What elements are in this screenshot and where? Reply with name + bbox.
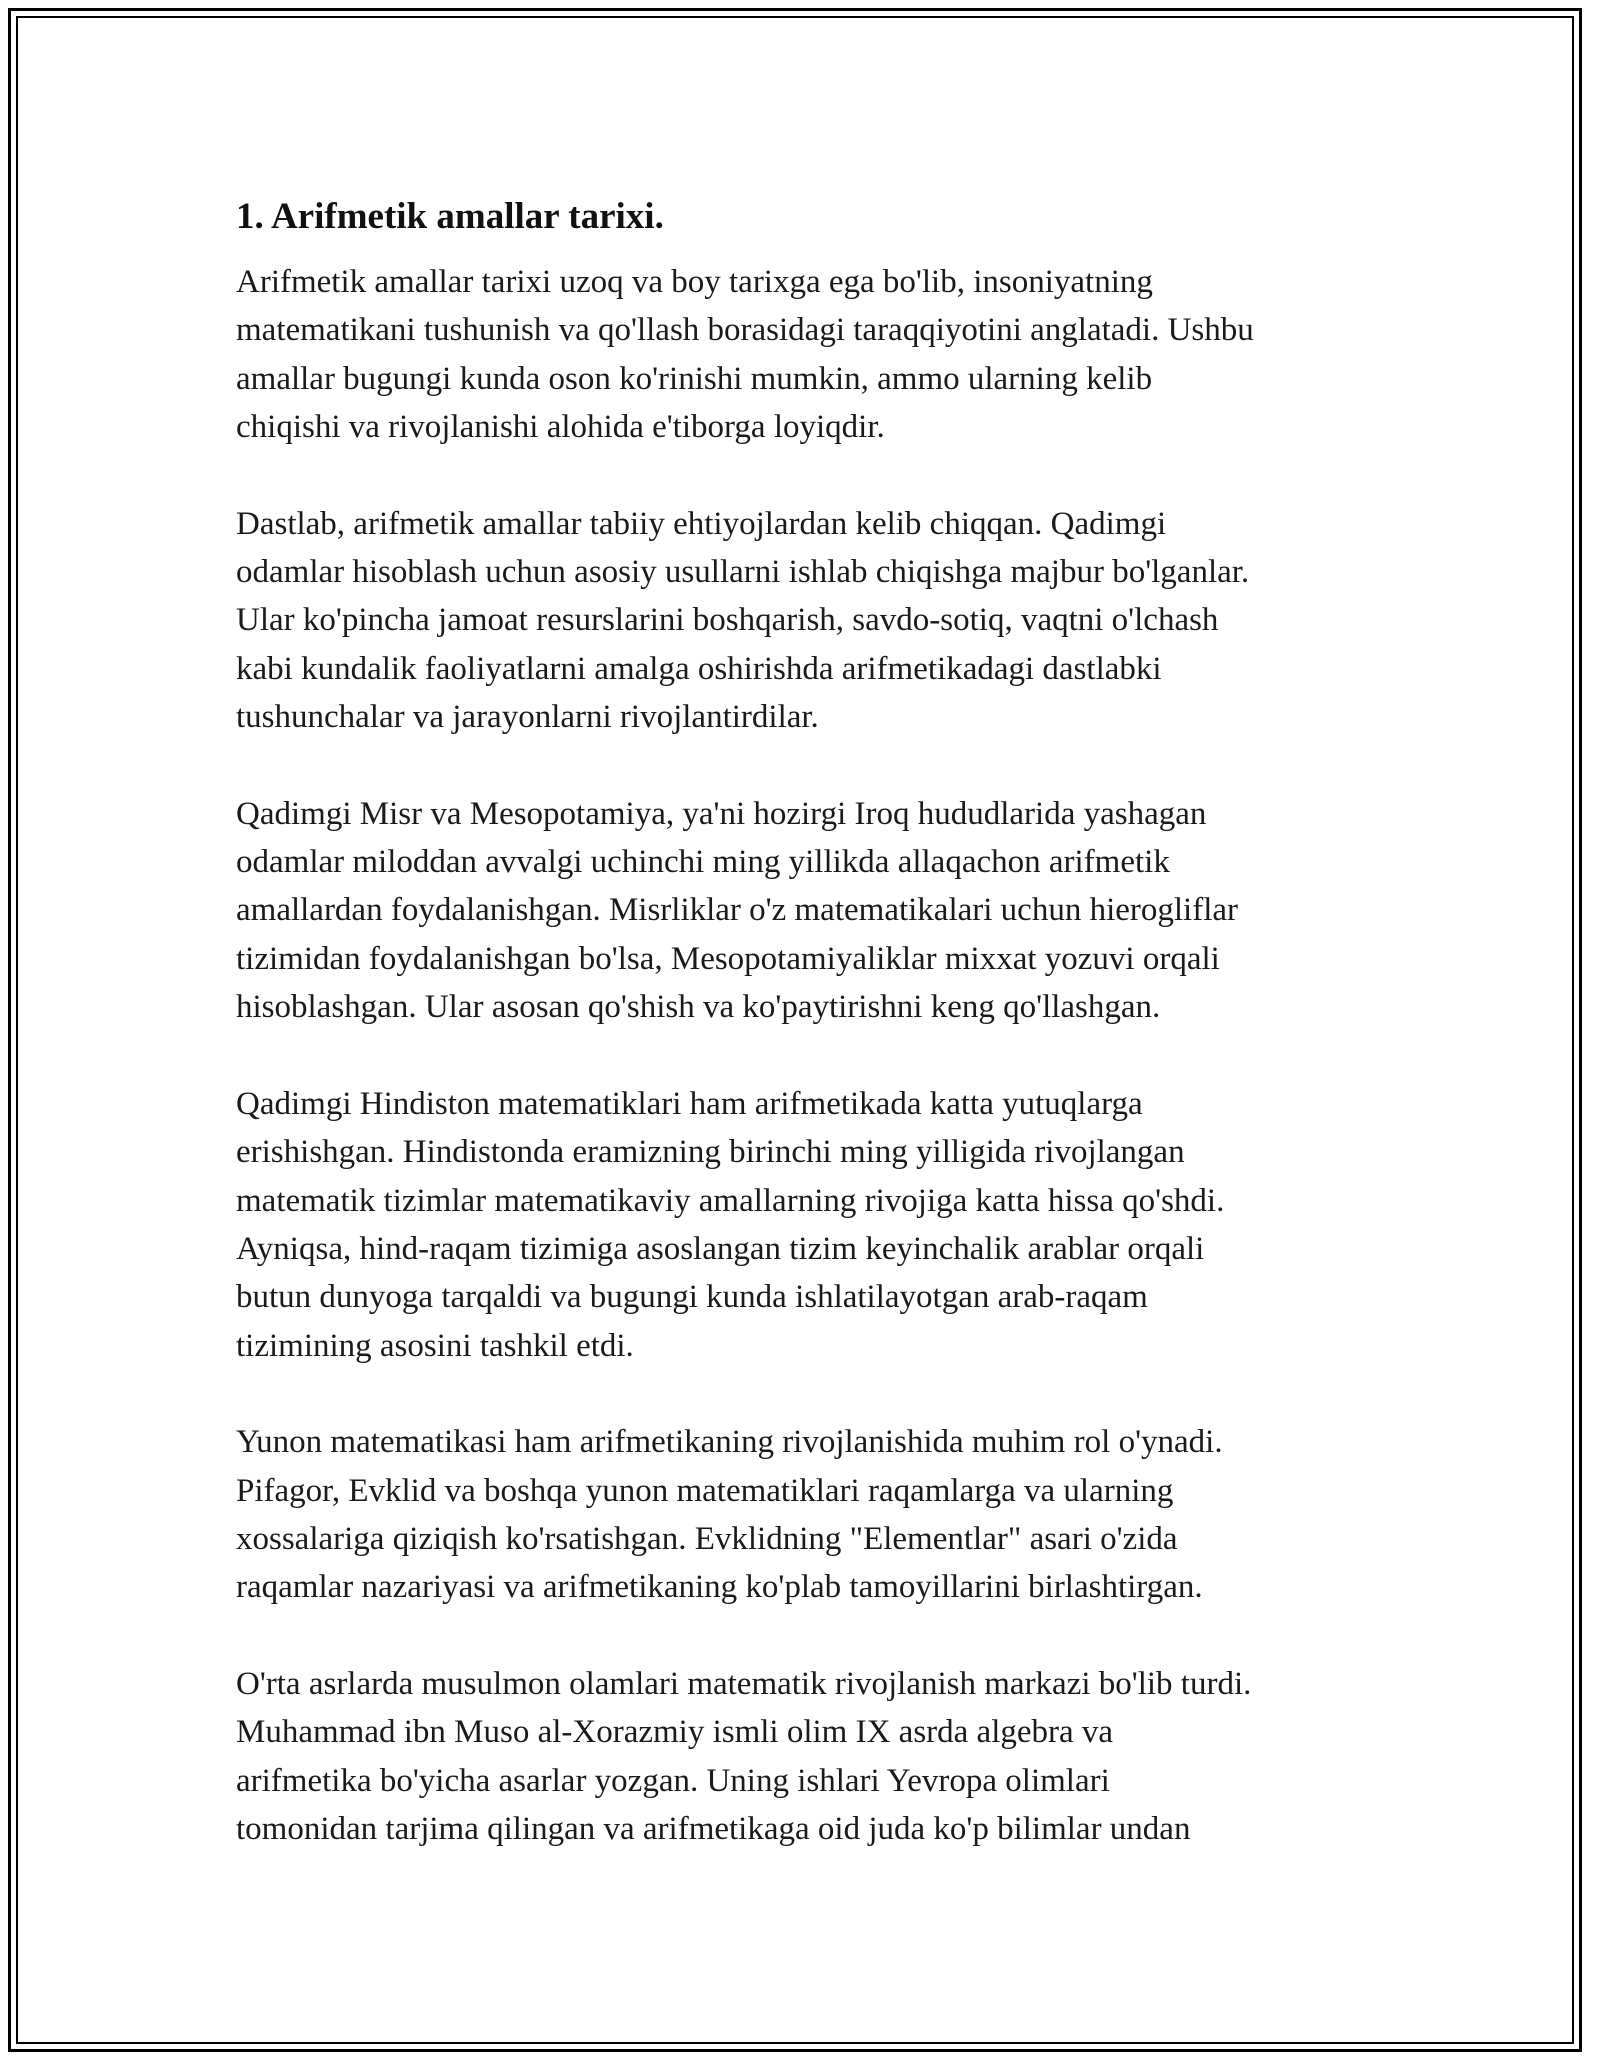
text-line: tizimidan foydalanishgan bo'lsa, Mesopotamiyaliklar mixxat yozuvi orqali — [236, 940, 1220, 977]
paragraph-3 — [236, 790, 1386, 1032]
paragraph-2 — [236, 500, 1386, 742]
text-line: Muhammad ibn Muso al-Xorazmiy ismli olim IX asrda algebra va — [236, 1714, 1114, 1751]
text-line: amallardan foydalanishgan. Misrliklar o'z matematikalari uchun hierogliflar — [236, 892, 1239, 929]
text-line: O'rta asrlarda musulmon olamlari matematik rivojlanish markazi bo'lib turdi. — [236, 1665, 1252, 1702]
text-line: xossalariga qiziqish ko'rsatishgan. Evklidning "Elementlar" asari o'zida — [236, 1520, 1178, 1557]
paragraph-5 — [236, 1418, 1386, 1612]
text-line: odamlar miloddan avvalgi uchinchi ming yillikda allaqachon arifmetik — [236, 844, 1170, 881]
section-heading: 1. Arifmetik amallar tarixi. — [236, 196, 664, 237]
text-line: amallar bugungi kunda oson ko'rinishi mumkin, ammo ularning kelib — [236, 360, 1153, 397]
paragraph-1 — [236, 258, 1386, 452]
text-line: Qadimgi Hindiston matematiklari ham arifmetikada katta yutuqlarga — [236, 1085, 1143, 1122]
text-line: raqamlar nazariyasi va arifmetikaning ko'plab tamoyillarini birlashtirgan. — [236, 1569, 1203, 1606]
text-line: arifmetika bo'yicha asarlar yozgan. Uning ishlari Yevropa olimlari — [236, 1762, 1110, 1799]
text-line: Yunon matematikasi ham arifmetikaning rivojlanishida muhim rol o'ynadi. — [236, 1424, 1223, 1461]
paragraph-4 — [236, 1080, 1386, 1370]
text-line: Dastlab, arifmetik amallar tabiiy ehtiyojlardan kelib chiqqan. Qadimgi — [236, 505, 1167, 542]
text-line: Qadimgi Misr va Mesopotamiya, ya'ni hozirgi Iroq hududlarida yashagan — [236, 795, 1207, 832]
text-line: tizimining asosini tashkil etdi. — [236, 1327, 634, 1364]
text-line: matematikani tushunish va qo'llash borasidagi taraqqiyotini anglatadi. Ushbu — [236, 312, 1254, 349]
text-line: Arifmetik amallar tarixi uzoq va boy tarixga ega bo'lib, insoniyatning — [236, 264, 1153, 300]
text-line: kabi kundalik faoliyatlarni amalga oshirishda arifmetikadagi dastlabki — [236, 650, 1162, 687]
text-line: tomonidan tarjima qilingan va arifmetikaga oid juda ko'p bilimlar undan — [236, 1810, 1191, 1847]
text-line: tushunchalar va jarayonlarni rivojlantirdilar. — [236, 699, 819, 736]
text-line: hisoblashgan. Ular asosan qo'shish va ko'paytirishni keng qo'llashgan. — [236, 989, 1161, 1026]
text-line: Ular ko'pincha jamoat resurslarini boshqarish, savdo-sotiq, vaqtni o'lchash — [236, 602, 1219, 639]
text-line: matematik tizimlar matematikaviy amallarning rivojiga katta hissa qo'shdi. — [236, 1182, 1225, 1219]
text-line: erishishgan. Hindistonda eramizning birinchi ming yilligida rivojlangan — [236, 1134, 1185, 1171]
text-line: Pifagor, Evklid va boshqa yunon matematiklari raqamlarga va ularning — [236, 1472, 1174, 1509]
text-line: odamlar hisoblash uchun asosiy usullarni ishlab chiqishga majbur bo'lganlar. — [236, 554, 1250, 591]
text-line: chiqishi va rivojlanishi alohida e'tiborga loyiqdir. — [236, 409, 885, 446]
text-line: Ayniqsa, hind-raqam tizimiga asoslangan tizim keyinchalik arablar orqali — [236, 1230, 1205, 1267]
document-body — [236, 188, 1386, 1901]
paragraph-6 — [236, 1660, 1386, 1854]
text-line: butun dunyoga tarqaldi va bugungi kunda ishlatilayotgan arab-raqam — [236, 1279, 1148, 1316]
